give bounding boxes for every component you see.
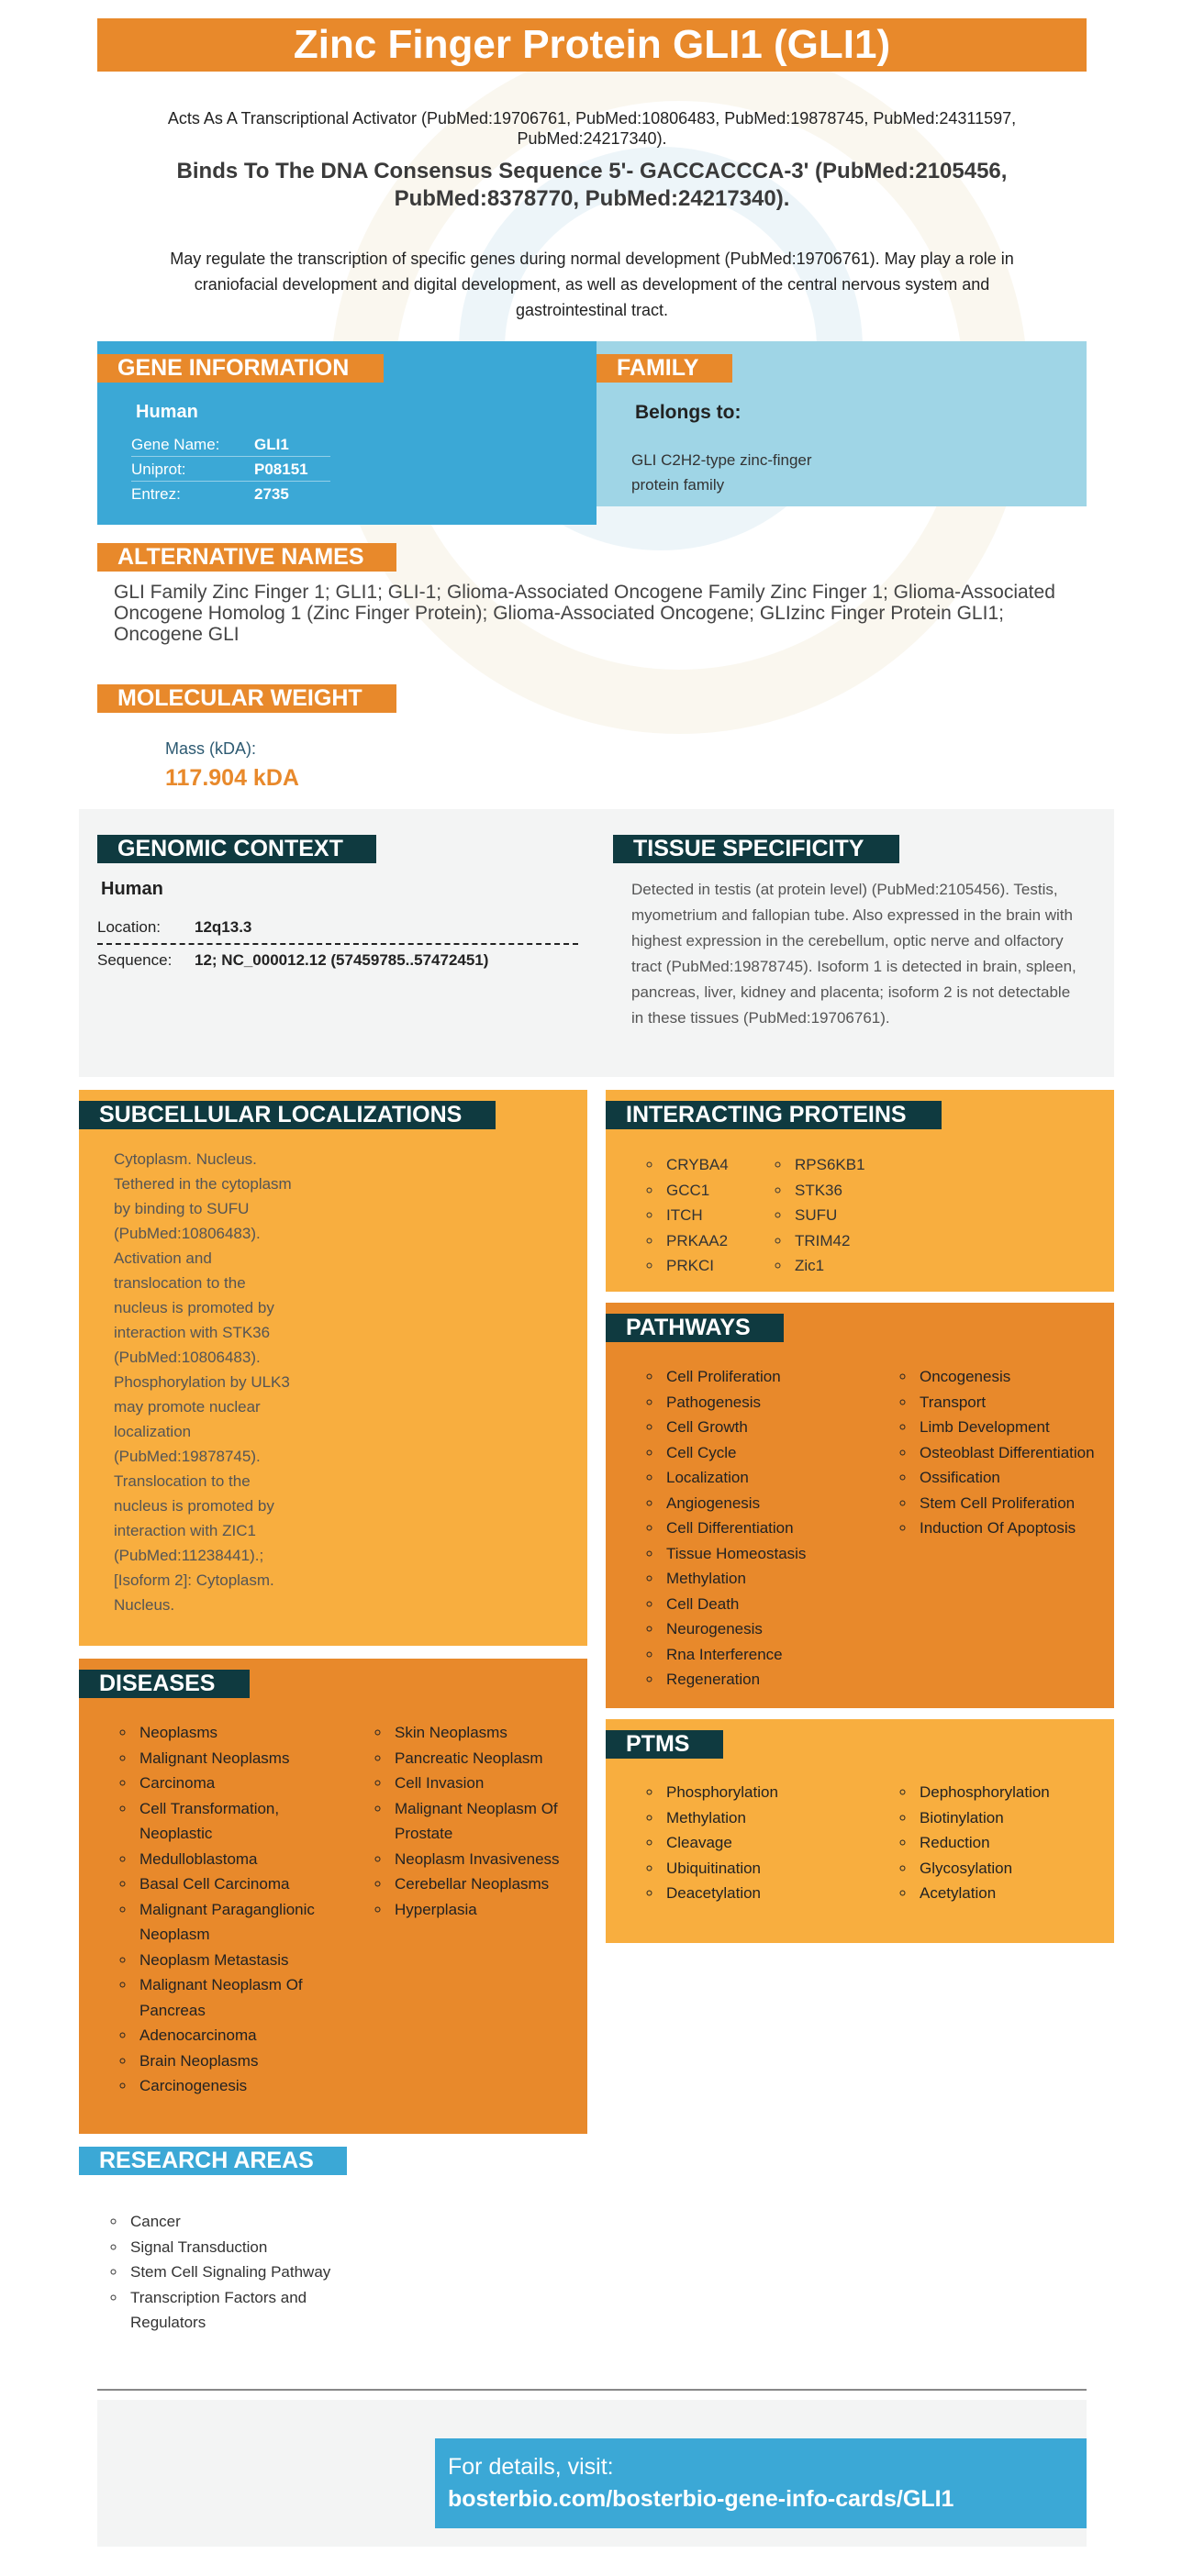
list-item: ◦ Cell Invasion — [391, 1771, 593, 1796]
list-item: ◦ Oncogenesis — [916, 1364, 1118, 1390]
tissue-specificity-text: Detected in testis (at protein level) (PubMed:2105456). Testis, myometrium and fallopian tube. Also expressed in the brain with highest expression in the cerebellum, optic nerve and olfactory tract (PubMed:19878745). Isoform 1 is detected in brain, spleen, pancreas, liver, kidney and placenta; isoform 2 is not detectable in these tissues (PubMed:19706761). — [631, 881, 1076, 1027]
list-item: ◦ Malignant Paraganglionic Neoplasm — [136, 1897, 329, 1948]
genomic-location-value: 12q13.3 — [195, 918, 252, 936]
list-item: ◦ STK36 — [791, 1178, 929, 1204]
list-item: ◦ Phosphorylation — [663, 1780, 901, 1805]
diseases-header: DISEASES — [79, 1670, 250, 1698]
list-item: ◦ Cell Transformation, Neoplastic — [136, 1796, 329, 1847]
list-item: ◦ Malignant Neoplasm Of Prostate — [391, 1796, 593, 1847]
list-item: ◦ SUFU — [791, 1203, 929, 1228]
gene-row-value: P08151 — [254, 461, 308, 478]
research-areas-list — [106, 2209, 356, 2336]
list-item: ◦ Cell Proliferation — [663, 1364, 901, 1390]
family-text: GLI C2H2-type zinc-finger protein family — [631, 451, 812, 494]
list-item: ◦ Cell Death — [663, 1592, 901, 1617]
mass-label: Mass (kDA): — [165, 739, 256, 758]
list-item: ◦ Cell Differentiation — [663, 1516, 901, 1541]
list-item: ◦ ITCH — [663, 1203, 800, 1228]
list-item: ◦ Rna Interference — [663, 1642, 901, 1668]
list-item: ◦ Osteoblast Differentiation — [916, 1440, 1118, 1466]
gene-information-header: GENE INFORMATION — [97, 354, 384, 383]
footer-details-box[interactable] — [435, 2438, 1087, 2528]
gene-row-label: Uniprot: — [131, 461, 186, 478]
list-item: ◦ Cell Growth — [663, 1415, 901, 1440]
list-item: ◦ Localization — [663, 1465, 901, 1491]
footer-details-label: For details, visit: — [448, 2454, 614, 2480]
list-item: ◦ Acetylation — [916, 1881, 1118, 1906]
gene-row-name — [131, 433, 330, 457]
gene-species: Human — [136, 402, 198, 422]
list-item: ◦ Signal Transduction — [127, 2235, 356, 2260]
list-item: ◦ TRIM42 — [791, 1228, 929, 1254]
ptms-list-1 — [642, 1780, 901, 1906]
list-item: ◦ Transcription Factors and Regulators — [127, 2285, 356, 2336]
list-item: ◦ Ubiquitination — [663, 1856, 901, 1882]
list-item: ◦ GCC1 — [663, 1178, 800, 1204]
list-item: ◦ PRKAA2 — [663, 1228, 800, 1254]
list-item: ◦ PRKCI — [663, 1253, 800, 1279]
list-item: ◦ Pancreatic Neoplasm — [391, 1746, 593, 1771]
diseases-list-2 — [371, 1720, 593, 1922]
list-item: ◦ CRYBA4 — [663, 1152, 800, 1178]
function-regulation-text: May regulate the transcription of specific genes during normal development (PubMed:19706761). May play a role in craniofacial development and digital development, as well as development of the central nervous system and gastrointestinal tract. — [170, 250, 1014, 319]
gene-row-uniprot — [131, 458, 330, 482]
subcellular-header: SUBCELLULAR LOCALIZATIONS — [79, 1101, 496, 1129]
interacting-proteins-header: INTERACTING PROTEINS — [606, 1101, 942, 1129]
list-item: ◦ Methylation — [663, 1805, 901, 1831]
list-item: ◦ Neurogenesis — [663, 1616, 901, 1642]
ptms-header: PTMS — [606, 1730, 723, 1759]
list-item: ◦ Malignant Neoplasms — [136, 1746, 329, 1771]
list-item: ◦ Glycosylation — [916, 1856, 1118, 1882]
alternative-names-text: GLI Family Zinc Finger 1; GLI1; GLI-1; Glioma-Associated Oncogene Family Zinc Finger 1; Glioma-Associated Oncogene Homolog 1 (Zinc Finger Protein); Glioma-Associated Oncogene; GLIzinc Finger Protein GLI1; Oncogene GLI — [114, 582, 1055, 645]
family-label: Belongs to: — [635, 402, 742, 423]
list-item: ◦ Ossification — [916, 1465, 1118, 1491]
interacting-proteins-list-2 — [771, 1152, 929, 1279]
footer-divider — [97, 2389, 1087, 2391]
alternative-names-header: ALTERNATIVE NAMES — [97, 543, 396, 572]
function-binding-text: Binds To The DNA Consensus Sequence 5'- GACCACCCA-3' (PubMed:2105456, PubMed:8378770, PubMed:24217340). — [176, 159, 1008, 211]
list-item: ◦ Induction Of Apoptosis — [916, 1516, 1118, 1541]
footer-details-link[interactable]: bosterbio.com/bosterbio-gene-info-cards/GLI1 — [448, 2486, 954, 2512]
list-item: ◦ Transport — [916, 1390, 1118, 1416]
gene-row-entrez — [131, 483, 330, 506]
list-item: ◦ Carcinoma — [136, 1771, 329, 1796]
list-item: ◦ Neoplasm Metastasis — [136, 1948, 329, 1973]
genomic-divider — [97, 943, 578, 945]
list-item: ◦ Hyperplasia — [391, 1897, 593, 1923]
list-item: ◦ Malignant Neoplasm Of Pancreas — [136, 1972, 329, 2023]
list-item: ◦ Reduction — [916, 1830, 1118, 1856]
diseases-list-1 — [116, 1720, 329, 2099]
list-item: ◦ Biotinylation — [916, 1805, 1118, 1831]
list-item: ◦ Deacetylation — [663, 1881, 901, 1906]
list-item: ◦ Stem Cell Signaling Pathway — [127, 2260, 356, 2285]
list-item: ◦ Limb Development — [916, 1415, 1118, 1440]
gene-row-label: Gene Name: — [131, 436, 220, 453]
list-item: ◦ Regeneration — [663, 1667, 901, 1693]
list-item: ◦ Neoplasm Invasiveness — [391, 1847, 593, 1872]
genomic-location-label: Location: — [97, 918, 161, 936]
family-header: FAMILY — [597, 354, 732, 383]
list-item: ◦ Angiogenesis — [663, 1491, 901, 1516]
list-item: ◦ Pathogenesis — [663, 1390, 901, 1416]
ptms-list-2 — [896, 1780, 1118, 1906]
list-item: ◦ Basal Cell Carcinoma — [136, 1871, 329, 1897]
list-item: ◦ Carcinogenesis — [136, 2073, 329, 2099]
list-item: ◦ Cleavage — [663, 1830, 901, 1856]
list-item: ◦ Tissue Homeostasis — [663, 1541, 901, 1567]
genomic-sequence-value: 12; NC_000012.12 (57459785..57472451) — [195, 951, 489, 969]
list-item: ◦ Skin Neoplasms — [391, 1720, 593, 1746]
genomic-sequence-label: Sequence: — [97, 951, 173, 969]
mass-value: 117.904 kDA — [165, 765, 299, 791]
pathways-list-2 — [896, 1364, 1118, 1541]
pathways-header: PATHWAYS — [606, 1314, 784, 1342]
list-item: ◦ Cell Cycle — [663, 1440, 901, 1466]
list-item: ◦ Neoplasms — [136, 1720, 329, 1746]
list-item: ◦ Dephosphorylation — [916, 1780, 1118, 1805]
gene-row-value: 2735 — [254, 485, 289, 503]
list-item: ◦ Cancer — [127, 2209, 356, 2235]
list-item: ◦ Stem Cell Proliferation — [916, 1491, 1118, 1516]
research-areas-header: RESEARCH AREAS — [79, 2147, 347, 2175]
genomic-species: Human — [101, 879, 163, 899]
subcellular-text: Cytoplasm. Nucleus. Tethered in the cytoplasm by binding to SUFU (PubMed:10806483). Activation and translocation to the nucleus is promoted by interaction with STK36 (PubMed:10806483). Phosphorylation by ULK3 may promote nuclear localization (PubMed:19878745). Translocation to the nucleus is promoted by interaction with ZIC1 (PubMed:11238441).; [Isoform 2]: Cytoplasm. Nucleus. — [114, 1150, 292, 1614]
page-title: Zinc Finger Protein GLI1 (GLI1) — [97, 18, 1087, 72]
genomic-context-header: GENOMIC CONTEXT — [97, 835, 376, 863]
molecular-weight-header: MOLECULAR WEIGHT — [97, 684, 396, 713]
list-item: ◦ Zic1 — [791, 1253, 929, 1279]
list-item: ◦ Brain Neoplasms — [136, 2049, 329, 2074]
gene-row-label: Entrez: — [131, 485, 181, 503]
tissue-specificity-header: TISSUE SPECIFICITY — [613, 835, 899, 863]
function-activator-text: Acts As A Transcriptional Activator (PubMed:19706761, PubMed:10806483, PubMed:19878745, PubMed:24311597, PubMed:24217340). — [167, 109, 1017, 148]
list-item: ◦ Cerebellar Neoplasms — [391, 1871, 593, 1897]
gene-row-value: GLI1 — [254, 436, 289, 453]
list-item: ◦ Methylation — [663, 1566, 901, 1592]
list-item: ◦ Adenocarcinoma — [136, 2023, 329, 2049]
pathways-list-1 — [642, 1364, 901, 1693]
list-item: ◦ Medulloblastoma — [136, 1847, 329, 1872]
list-item: ◦ RPS6KB1 — [791, 1152, 929, 1178]
